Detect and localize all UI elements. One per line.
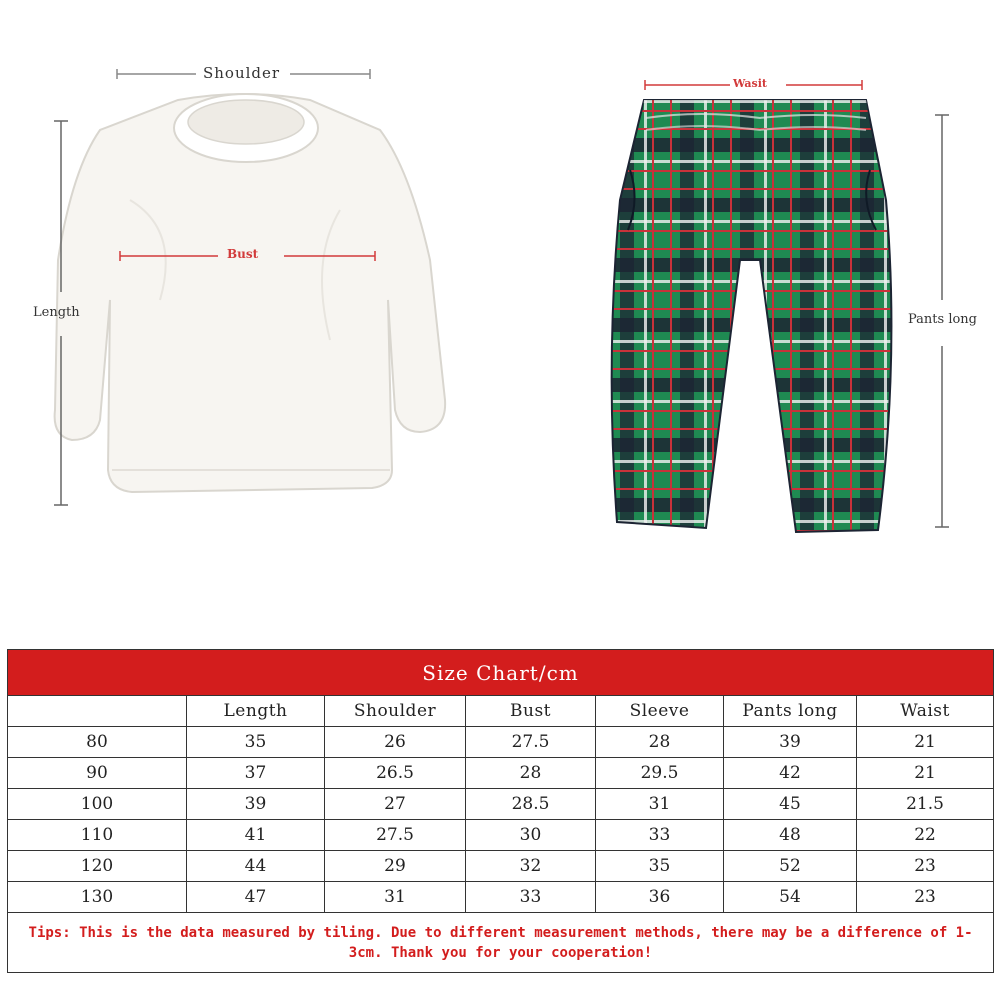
column-header-sleeve: Sleeve — [596, 696, 724, 727]
pants-long-cell: 39 — [724, 727, 857, 758]
table-row — [8, 851, 994, 882]
size-cell: 80 — [8, 727, 187, 758]
bust-cell: 32 — [466, 851, 596, 882]
length-label: Length — [33, 305, 80, 320]
size-chart-table — [7, 649, 994, 973]
sleeve-cell: 29.5 — [596, 758, 724, 789]
size-cell: 90 — [8, 758, 187, 789]
table-row — [8, 727, 994, 758]
column-header-size — [8, 696, 187, 727]
length-cell: 37 — [187, 758, 325, 789]
header-row — [8, 696, 994, 727]
shoulder-cell: 27 — [325, 789, 466, 820]
length-cell: 41 — [187, 820, 325, 851]
table-row — [8, 758, 994, 789]
length-cell: 39 — [187, 789, 325, 820]
size-cell: 130 — [8, 882, 187, 913]
waist-cell: 23 — [857, 851, 994, 882]
pants-long-cell: 52 — [724, 851, 857, 882]
shoulder-cell: 29 — [325, 851, 466, 882]
waist-cell: 23 — [857, 882, 994, 913]
sleeve-cell: 33 — [596, 820, 724, 851]
column-header-pants-long: Pants long — [724, 696, 857, 727]
tips-note: Tips: This is the data measured by tiling. Due to different measurement methods, there may be a difference of 1-3cm. Thank you for your cooperation! — [8, 913, 994, 973]
waist-cell: 21 — [857, 727, 994, 758]
sleeve-cell: 28 — [596, 727, 724, 758]
pants-long-cell: 54 — [724, 882, 857, 913]
shirt-image — [55, 94, 446, 492]
shoulder-cell: 26.5 — [325, 758, 466, 789]
waist-cell: 22 — [857, 820, 994, 851]
column-header-shoulder: Shoulder — [325, 696, 466, 727]
sleeve-cell: 36 — [596, 882, 724, 913]
shoulder-cell: 31 — [325, 882, 466, 913]
pants-image — [612, 100, 892, 532]
column-header-bust: Bust — [466, 696, 596, 727]
size-cell: 120 — [8, 851, 187, 882]
length-cell: 35 — [187, 727, 325, 758]
bust-label: Bust — [227, 247, 259, 261]
waist-cell: 21.5 — [857, 789, 994, 820]
table-row — [8, 789, 994, 820]
pants-long-cell: 45 — [724, 789, 857, 820]
waist-cell: 21 — [857, 758, 994, 789]
shoulder-label: Shoulder — [203, 64, 281, 82]
shoulder-cell: 27.5 — [325, 820, 466, 851]
table-row — [8, 820, 994, 851]
pants-long-cell: 42 — [724, 758, 857, 789]
sleeve-cell: 31 — [596, 789, 724, 820]
size-chart-title: Size Chart/cm — [8, 650, 994, 696]
size-cell: 100 — [8, 789, 187, 820]
column-header-length: Length — [187, 696, 325, 727]
bust-cell: 33 — [466, 882, 596, 913]
waist-label: Wasit — [733, 77, 767, 90]
size-cell: 110 — [8, 820, 187, 851]
column-header-waist: Waist — [857, 696, 994, 727]
bust-cell: 30 — [466, 820, 596, 851]
bust-cell: 28 — [466, 758, 596, 789]
table-row — [8, 882, 994, 913]
sleeve-cell: 35 — [596, 851, 724, 882]
length-cell: 47 — [187, 882, 325, 913]
bust-cell: 28.5 — [466, 789, 596, 820]
pants-long-label: Pants long — [908, 312, 977, 327]
bust-cell: 27.5 — [466, 727, 596, 758]
shoulder-cell: 26 — [325, 727, 466, 758]
length-cell: 44 — [187, 851, 325, 882]
pants-long-cell: 48 — [724, 820, 857, 851]
